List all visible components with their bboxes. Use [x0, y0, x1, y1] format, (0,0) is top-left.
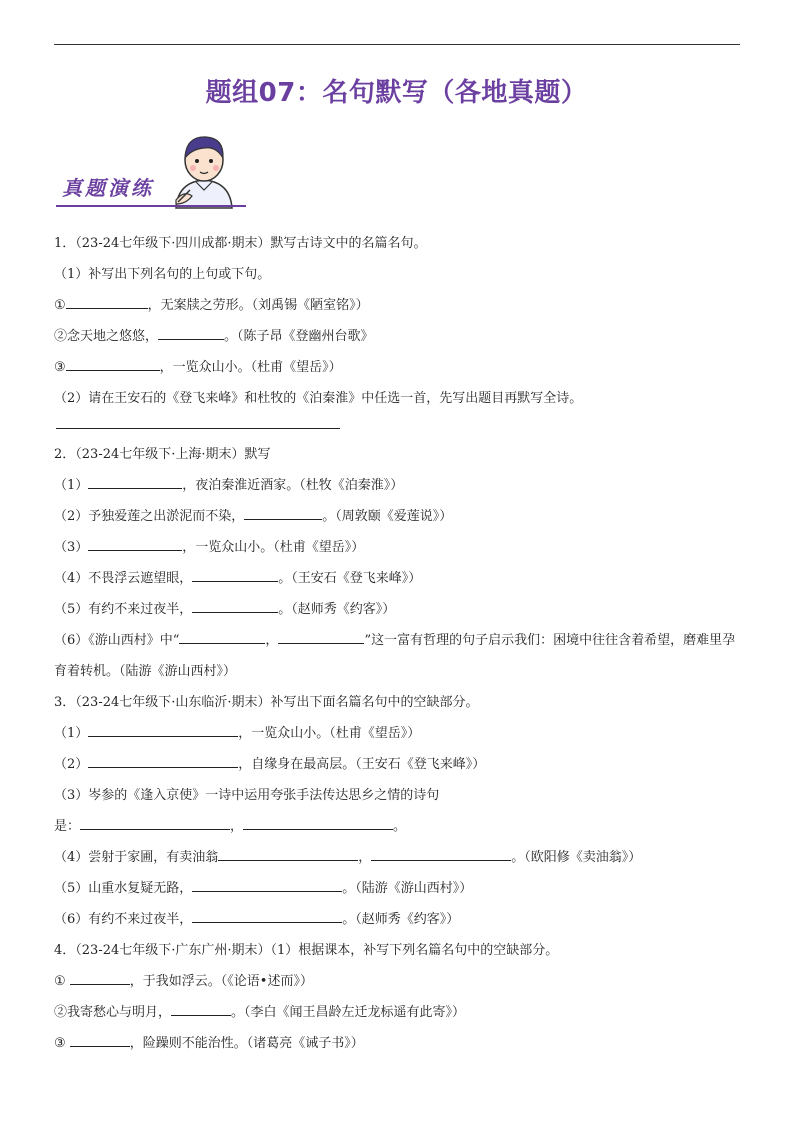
section-badge [56, 130, 256, 210]
q4-item-a [54, 966, 744, 997]
q2-l6-blank-1[interactable] [179, 629, 265, 644]
q2-l3-suffix: ，一览众山小。（杜甫《望岳》） [182, 540, 365, 555]
q3-l4-sep: ， [358, 850, 372, 865]
q1-c-blank[interactable] [66, 356, 160, 371]
q3-l2-suffix: ，自缘身在最高层。（王安石《登飞来峰》） [238, 757, 486, 772]
q4-b-suffix: 。（李白《闻王昌龄左迁龙标遥有此寄》） [231, 1005, 466, 1020]
q3-l3b-sep: ， [230, 819, 244, 834]
q2-l4-blank[interactable] [192, 567, 278, 582]
q2-l2-suffix: 。（周敦颐《爱莲说》） [322, 509, 453, 524]
q4-a-blank[interactable] [70, 970, 130, 985]
q4-b-prefix: ②我寄愁心与明月， [54, 1005, 172, 1020]
question-list [54, 228, 744, 1059]
q4-c-prefix: ③ [54, 1036, 70, 1051]
q1-a-prefix: ① [54, 298, 66, 313]
q3-line-2 [54, 749, 744, 780]
q2-l3-blank[interactable] [88, 536, 182, 551]
q3-stem: 3．（23-24七年级下·山东临沂·期末）补写出下面名篇名句中的空缺部分。 [54, 695, 479, 710]
q1-c-prefix: ③ [54, 360, 66, 375]
q3-l6-suffix: 。（赵师秀《约客》） [342, 912, 460, 927]
q3-l4-prefix: （4）尝射于家圃，有卖油翁 [54, 850, 219, 865]
q4-b-blank[interactable] [171, 1001, 231, 1016]
q3-l3b-blank-1[interactable] [80, 815, 230, 830]
q1-c-suffix: ，一览众山小。（杜甫《望岳》） [159, 360, 342, 375]
q3-line-5 [54, 873, 744, 904]
q4-a-prefix: ① [54, 974, 70, 989]
q2-l6-blank-2[interactable] [278, 629, 364, 644]
q3-l2-blank[interactable] [88, 753, 238, 768]
q2-line-6 [54, 625, 744, 687]
q1-a-suffix: ，无案牍之劳形。（刘禹锡《陋室铭》） [147, 298, 369, 313]
q2-l6-suffix: ”这一富有哲理的句子启示我们：困境中往往含着希望，磨难里孕育着转机。（陆游《游山西村》） [54, 633, 736, 679]
q3-l5-suffix: 。（陆游《游山西村》） [342, 881, 473, 896]
q1-answer-line[interactable] [56, 428, 340, 429]
q4-item-b [54, 997, 744, 1028]
q1-part1: （1）补写出下列名句的上句或下句。 [54, 267, 271, 282]
q4-item-c [54, 1028, 744, 1059]
q3-l4-blank-2[interactable] [371, 846, 511, 861]
q3-l1-prefix: （1） [54, 726, 89, 741]
q4-a-suffix: ，于我如浮云。（《论语•述而》） [129, 974, 313, 989]
q4-c-blank[interactable] [70, 1032, 130, 1047]
q2-line-2 [54, 501, 744, 532]
q3-line-6 [54, 904, 744, 935]
q1-part2: （2）请在王安石的《登飞来峰》和杜牧的《泊秦淮》中任选一首，先写出题目再默写全诗。 [54, 391, 583, 406]
q3-l3b-prefix: 是： [54, 819, 81, 834]
header-rule [54, 44, 740, 45]
q3-l5-prefix: （5）山重水复疑无路， [54, 881, 193, 896]
q3-l3b-suffix: 。 [393, 819, 407, 834]
badge-label: 真题演练 [62, 176, 154, 200]
q3-l1-blank[interactable] [88, 722, 238, 737]
q2-l5-blank[interactable] [192, 598, 278, 613]
q2-l5-suffix: 。（赵师秀《约客》） [278, 602, 396, 617]
q1-item-c [54, 352, 744, 383]
q3-l1-suffix: ，一览众山小。（杜甫《望岳》） [238, 726, 421, 741]
q3-line-3: （3）岑参的《逢入京使》一诗中运用夸张手法传达思乡之情的诗句 [54, 788, 440, 803]
q2-l2-blank[interactable] [244, 505, 322, 520]
q1-stem: 1．（23-24七年级下·四川成都·期末）默写古诗文中的名篇名句。 [54, 236, 427, 251]
q2-l1-suffix: ，夜泊秦淮近酒家。（杜牧《泊秦淮》） [182, 478, 404, 493]
q2-line-1 [54, 470, 744, 501]
q3-l2-prefix: （2） [54, 757, 89, 772]
q1-item-b [54, 321, 744, 352]
q4-stem: 4．（23-24七年级下·广东广州·期末）（1）根据课本，补写下列名篇名句中的空缺部分。 [54, 943, 559, 958]
q3-l4-blank-1[interactable] [218, 846, 358, 861]
q3-line-1 [54, 718, 744, 749]
q4-c-suffix: ，险躁则不能治性。（诸葛亮《诫子书》） [129, 1036, 364, 1051]
q3-l6-prefix: （6）有约不来过夜半， [54, 912, 193, 927]
q1-b-blank[interactable] [158, 325, 224, 340]
q3-line-3b [54, 811, 744, 842]
q2-line-5 [54, 594, 744, 625]
q3-l6-blank[interactable] [192, 908, 342, 923]
q2-l6-prefix: （6）《游山西村》中“ [54, 633, 180, 648]
badge-underline [56, 205, 246, 207]
q2-stem: 2．（23-24七年级下·上海·期末）默写 [54, 447, 271, 462]
q2-l6-sep: ， [265, 633, 279, 648]
q2-l3-prefix: （3） [54, 540, 89, 555]
q2-l1-blank[interactable] [88, 474, 182, 489]
q2-line-3 [54, 532, 744, 563]
q3-l5-blank[interactable] [192, 877, 342, 892]
q2-l4-prefix: （4）不畏浮云遮望眼， [54, 571, 193, 586]
q2-l5-prefix: （5）有约不来过夜半， [54, 602, 193, 617]
q2-l4-suffix: 。（王安石《登飞来峰》） [278, 571, 422, 586]
q3-l4-suffix: 。（欧阳修《卖油翁》） [511, 850, 642, 865]
q3-line-4 [54, 842, 744, 873]
q1-b-suffix: 。（陈子昂《登幽州台歌》 [224, 329, 374, 344]
q1-a-blank[interactable] [66, 294, 148, 309]
page-title: 题组07：名句默写（各地真题） [205, 78, 588, 108]
q1-item-a [54, 290, 744, 321]
q3-l3b-blank-2[interactable] [243, 815, 393, 830]
q1-b-prefix: ②念天地之悠悠， [54, 329, 159, 344]
q2-line-4 [54, 563, 744, 594]
q2-l2-prefix: （2）予独爱莲之出淤泥而不染， [54, 509, 245, 524]
q2-l1-prefix: （1） [54, 478, 89, 493]
